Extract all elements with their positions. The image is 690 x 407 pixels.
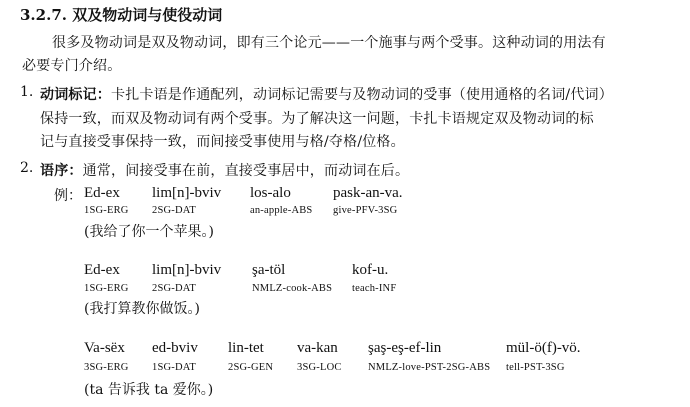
example-2-word-4: kof-u. [352, 262, 389, 278]
intro-line-1: 很多及物动词是双及物动词，即有三个论元——一个施事与两个受事。这种动词的用法有 [52, 35, 606, 51]
list-item-2-term: 语序： [40, 163, 83, 179]
example-2-gloss-4: teach-INF [352, 283, 397, 294]
example-2-word-3: şa-töl [252, 262, 286, 278]
example-3-gloss-2: 1SG-DAT [152, 362, 196, 373]
example-3-word-6: mül-ö(f)-vö. [506, 340, 581, 356]
example-1-gloss-2: 2SG-DAT [152, 205, 196, 216]
example-1-gloss-4: give-PFV-3SG [333, 205, 398, 216]
list-item-2-line-1 [40, 160, 409, 180]
example-1-gloss-3: an-apple-ABS [250, 205, 313, 216]
example-2-gloss-2: 2SG-DAT [152, 283, 196, 294]
example-3-gloss-4: 3SG-LOC [297, 362, 342, 373]
list-item-1-text: 卡扎卡语是作通配列，动词标记需要与及物动词的受事（使用通格的名词/代词） [111, 87, 613, 103]
example-3-word-5: şaş-eş-ef-lin [368, 340, 442, 356]
list-item-1-line-2: 保持一致，而双及物动词有两个受事。为了解决这一问题，卡扎卡语规定双及物动词的标 [40, 111, 594, 127]
example-3-word-4: va-kan [297, 340, 338, 356]
example-2-word-1: Ed-ex [84, 262, 120, 278]
example-2-translation: (我打算教你做饭。) [84, 301, 200, 317]
example-label: 例： [54, 188, 82, 204]
example-1-word-3: los-alo [250, 185, 291, 201]
example-3-gloss-1: 3SG-ERG [84, 362, 129, 373]
example-3-gloss-3: 2SG-GEN [228, 362, 274, 373]
example-3-gloss-5: NMLZ-love-PST-2SG-ABS [368, 362, 491, 373]
example-3-word-3: lin-tet [228, 340, 264, 356]
example-1-word-4: pask-an-va. [333, 185, 403, 201]
example-1-word-2: lim[n]-bviv [152, 185, 222, 201]
list-item-2-text: 通常，间接受事在前，直接受事居中，而动词在后。 [82, 163, 410, 179]
example-1-translation: (我给了你一个苹果。) [84, 224, 214, 240]
list-number-1: 1. [20, 84, 34, 100]
intro-line-2: 必要专门介绍。 [22, 58, 122, 74]
example-1-word-1: Ed-ex [84, 185, 120, 201]
list-item-1-line-3: 记与直接受事保持一致，而间接受事使用与格/夺格/位格。 [40, 134, 405, 150]
example-2-word-2: lim[n]-bviv [152, 262, 222, 278]
list-number-2: 2. [20, 160, 34, 176]
list-item-1-line-1 [40, 84, 613, 104]
example-3-word-2: ed-bviv [152, 340, 198, 356]
section-heading: 3.2.7. 双及物动词与使役动词 [20, 6, 223, 24]
example-3-word-1: Va-sëx [84, 340, 125, 356]
example-2-gloss-3: NMLZ-cook-ABS [252, 283, 333, 294]
example-3-translation: (ta 告诉我 ta 爱你。) [84, 382, 214, 398]
example-3-gloss-6: tell-PST-3SG [506, 362, 565, 373]
example-2-gloss-1: 1SG-ERG [84, 283, 129, 294]
list-item-1-term: 动词标记： [40, 87, 111, 103]
example-1-gloss-1: 1SG-ERG [84, 205, 129, 216]
